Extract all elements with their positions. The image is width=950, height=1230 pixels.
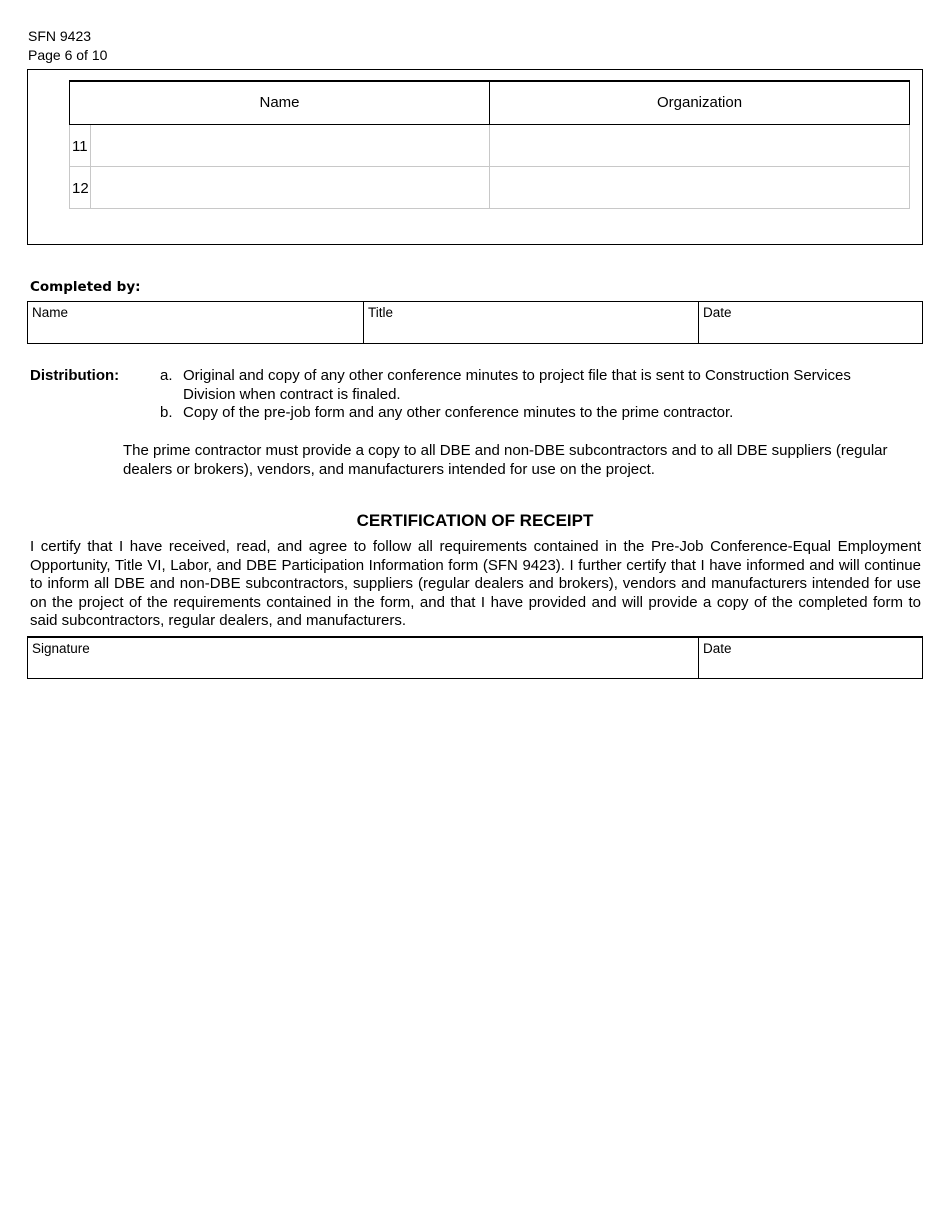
page-number: Page 6 of 10 [28, 47, 108, 63]
certification-heading: CERTIFICATION OF RECEIPT [356, 511, 594, 530]
table-row [70, 166, 910, 208]
list-item [160, 367, 900, 404]
attendee-table [69, 80, 910, 209]
organization-field[interactable] [490, 124, 910, 166]
signature-fields [27, 636, 923, 679]
column-header-organization: Organization [490, 81, 910, 124]
column-header-name: Name [70, 81, 490, 124]
attendee-table-header [70, 81, 910, 124]
prime-contractor-note: The prime contractor must provide a copy to all DBE and non-DBE subcontractors and to all DBE suppliers (regular dealers or brokers), vendors, and manufacturers intended for use on the project. [123, 442, 888, 478]
page-header [28, 27, 107, 65]
list-item-text: Original and copy of any other conference minutes to project file that is sent to Construction Services Division when contract is finaled. [183, 367, 851, 403]
field-label: Date [703, 305, 732, 320]
distribution-label: Distribution: [30, 367, 120, 384]
list-item-text: Copy of the pre-job form and any other conference minutes to the prime contractor. [183, 404, 734, 421]
row-number: 12 [70, 166, 91, 208]
list-item [160, 404, 900, 423]
completed-by-label: Completed by: [30, 279, 141, 295]
signature-date-field[interactable] [699, 638, 922, 678]
field-label: Signature [32, 641, 90, 656]
completed-by-date-field[interactable] [699, 302, 922, 343]
list-marker: b. [160, 404, 173, 421]
completed-by-name-field[interactable] [28, 302, 364, 343]
name-field[interactable] [91, 166, 490, 208]
row-number: 11 [70, 124, 91, 166]
form-number: SFN 9423 [28, 28, 92, 44]
field-label: Name [32, 305, 69, 320]
completed-by-title-field[interactable] [364, 302, 699, 343]
name-field[interactable] [91, 124, 490, 166]
field-label: Title [368, 305, 394, 320]
list-marker: a. [160, 367, 173, 384]
field-label: Date [703, 641, 732, 656]
distribution-list [160, 367, 900, 423]
signature-field[interactable] [28, 638, 699, 678]
certification-text: I certify that I have received, read, and agree to follow all requirements contained in the Pre-Job Conference-Equal Employment Opportunity, Title VI, Labor, and DBE Participation Information form (SFN 9423). I further certify that I have informed and will continue to inform all DBE and non-DBE subcontractors, suppliers (regular dealers and brokers), vendors and manufacturers intended for use on the project of the requirements contained in the form, and that I have provided and will provide a copy of the completed form to said subcontractors, regular dealers, and manufacturers. [30, 538, 921, 630]
organization-field[interactable] [490, 166, 910, 208]
table-row [70, 124, 910, 166]
completed-by-fields [27, 301, 923, 344]
